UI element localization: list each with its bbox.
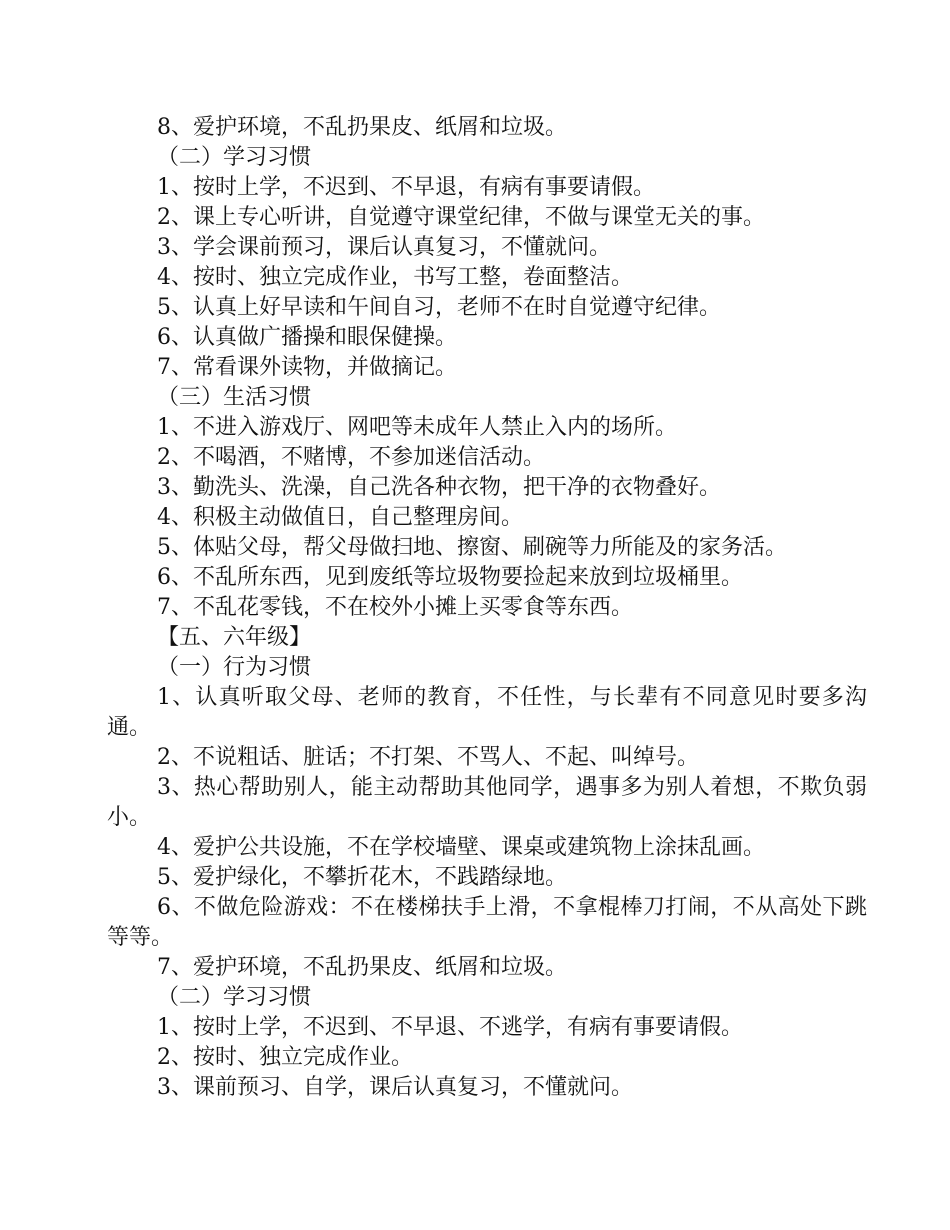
subsection-heading: （一）行为习惯 <box>157 655 312 680</box>
paragraph: 2、按时、独立完成作业。 <box>157 1045 413 1070</box>
paragraph: 7、爱护环境，不乱扔果皮、纸屑和垃圾。 <box>157 955 567 980</box>
paragraph: 6、不乱所东西，见到废纸等垃圾物要捡起来放到垃圾桶里。 <box>157 565 743 590</box>
paragraph: 4、积极主动做值日，自己整理房间。 <box>157 505 523 530</box>
paragraph: 8、爱护环境，不乱扔果皮、纸屑和垃圾。 <box>157 115 567 140</box>
paragraph: 4、按时、独立完成作业，书写工整，卷面整洁。 <box>157 265 633 290</box>
paragraph: 3、热心帮助别人，能主动帮助其他同学，遇事多为别人着想，不欺负弱小。 <box>107 775 867 830</box>
paragraph: 3、学会课前预习，课后认真复习，不懂就问。 <box>157 235 611 260</box>
paragraph: 1、按时上学，不迟到、不早退、不逃学，有病有事要请假。 <box>157 1015 743 1040</box>
subsection-heading: （三）生活习惯 <box>157 385 312 410</box>
paragraph: 6、不做危险游戏：不在楼梯扶手上滑，不拿棍棒刀打闹，不从高处下跳等等。 <box>107 895 867 950</box>
paragraph: 5、爱护绿化，不攀折花木，不践踏绿地。 <box>157 865 567 890</box>
paragraph: 2、不喝酒，不赌博，不参加迷信活动。 <box>157 445 545 470</box>
document-body <box>107 113 867 1103</box>
subsection-heading: （二）学习习惯 <box>157 145 312 170</box>
paragraph: 5、体贴父母，帮父母做扫地、擦窗、刷碗等力所能及的家务活。 <box>157 535 787 560</box>
section-heading: 【五、六年级】 <box>157 625 312 650</box>
paragraph: 7、不乱花零钱，不在校外小摊上买零食等东西。 <box>157 595 633 620</box>
paragraph: 6、认真做广播操和眼保健操。 <box>157 325 457 350</box>
paragraph: 5、认真上好早读和午间自习，老师不在时自觉遵守纪律。 <box>157 295 721 320</box>
paragraph: 1、不进入游戏厅、网吧等未成年人禁止入内的场所。 <box>157 415 677 440</box>
paragraph: 4、爱护公共设施，不在学校墙壁、课桌或建筑物上涂抹乱画。 <box>157 835 765 860</box>
paragraph: 3、课前预习、自学，课后认真复习，不懂就问。 <box>157 1075 633 1100</box>
paragraph: 1、认真听取父母、老师的教育，不任性，与长辈有不同意见时要多沟通。 <box>107 685 867 740</box>
paragraph: 7、常看课外读物，并做摘记。 <box>157 355 457 380</box>
subsection-heading: （二）学习习惯 <box>157 985 312 1010</box>
paragraph: 2、课上专心听讲，自觉遵守课堂纪律，不做与课堂无关的事。 <box>157 205 765 230</box>
paragraph: 3、勤洗头、洗澡，自己洗各种衣物，把干净的衣物叠好。 <box>157 475 721 500</box>
paragraph: 2、不说粗话、脏话；不打架、不骂人、不起、叫绰号。 <box>157 745 699 770</box>
paragraph: 1、按时上学，不迟到、不早退，有病有事要请假。 <box>157 175 655 200</box>
